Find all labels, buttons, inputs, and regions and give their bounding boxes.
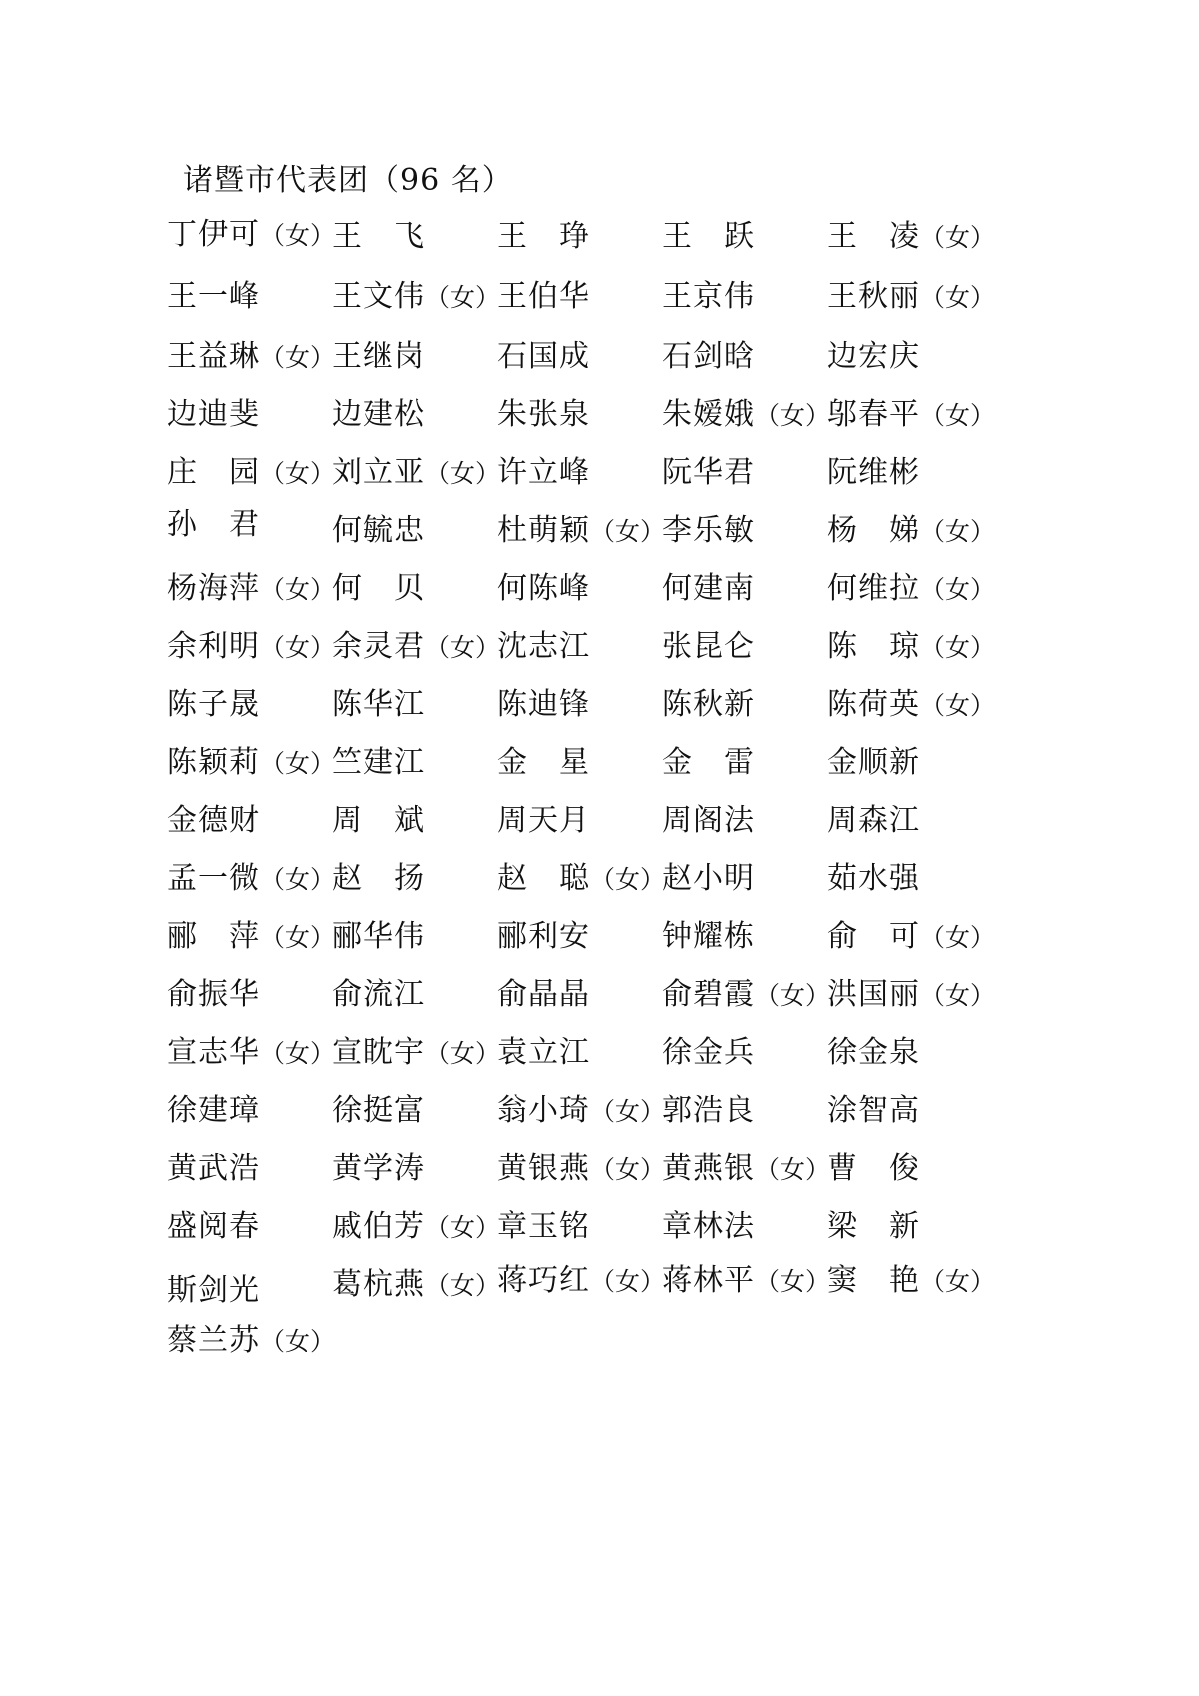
female-mark: （女） — [755, 1267, 831, 1296]
delegate-name — [497, 513, 666, 548]
delegate-name-text: 朱张泉 — [497, 397, 590, 432]
delegate-name-text: 王伯华 — [497, 279, 590, 314]
female-mark: （女） — [755, 1155, 831, 1184]
delegate-name-text: 余灵君 — [332, 629, 425, 664]
delegate-name — [497, 861, 666, 896]
delegate-name-text: 徐挺富 — [332, 1093, 425, 1128]
female-mark: （女） — [920, 575, 996, 604]
delegate-name-text: 陈荷英 — [827, 687, 920, 722]
delegate-name-text: 朱嫒娥 — [662, 397, 755, 432]
female-mark: （女） — [260, 221, 336, 250]
delegate-name — [167, 687, 260, 722]
female-mark: （女） — [425, 1213, 501, 1242]
delegate-name-text: 杨 娣 — [827, 513, 920, 548]
delegate-name — [497, 977, 590, 1012]
delegate-name — [827, 513, 996, 548]
delegate-name-text: 徐建璋 — [167, 1093, 260, 1128]
delegate-name — [827, 803, 920, 838]
delegate-name — [332, 219, 425, 254]
delegate-name — [827, 219, 996, 254]
delegate-name-text: 蒋林平 — [662, 1263, 755, 1298]
delegate-name — [332, 861, 425, 896]
delegate-name — [827, 861, 920, 896]
delegate-name — [827, 1035, 920, 1070]
delegate-name — [662, 1151, 831, 1186]
delegate-name-text: 赵小明 — [662, 861, 755, 896]
delegate-name — [662, 977, 831, 1012]
female-mark: （女） — [425, 1039, 501, 1068]
delegate-name — [662, 571, 755, 606]
delegate-name-text: 袁立江 — [497, 1035, 590, 1070]
female-mark: （女） — [590, 1155, 666, 1184]
female-mark: （女） — [260, 459, 336, 488]
delegate-name — [167, 1151, 260, 1186]
delegate-name — [827, 1093, 920, 1128]
female-mark: （女） — [260, 1039, 336, 1068]
delegate-name-text: 阮华君 — [662, 455, 755, 490]
delegate-name — [827, 455, 920, 490]
delegate-name — [662, 861, 755, 896]
delegate-name-text: 陈迪锋 — [497, 687, 590, 722]
delegate-name — [662, 455, 755, 490]
delegate-name-text: 俞碧霞 — [662, 977, 755, 1012]
delegate-name-text: 何陈峰 — [497, 571, 590, 606]
delegate-name — [497, 803, 590, 838]
delegate-name — [167, 977, 260, 1012]
delegate-name-text: 蔡兰苏 — [167, 1323, 260, 1358]
delegate-name — [167, 919, 336, 954]
delegate-name-text: 刘立亚 — [332, 455, 425, 490]
delegate-name — [662, 687, 755, 722]
delegate-name-text: 王京伟 — [662, 279, 755, 314]
delegate-name-text: 金德财 — [167, 803, 260, 838]
delegate-name — [167, 629, 336, 664]
delegate-name — [827, 571, 996, 606]
delegate-name-text: 俞 可 — [827, 919, 920, 954]
female-mark: （女） — [260, 575, 336, 604]
delegate-name — [167, 1209, 260, 1244]
delegate-name — [497, 919, 590, 954]
delegate-name-text: 郦华伟 — [332, 919, 425, 954]
delegate-name — [497, 219, 590, 254]
delegate-name-text: 黄燕银 — [662, 1151, 755, 1186]
delegate-name — [167, 1273, 260, 1308]
delegate-name-text: 金 雷 — [662, 745, 755, 780]
delegate-name-text: 王 凌 — [827, 219, 920, 254]
delegate-name — [497, 1035, 590, 1070]
delegate-name-text: 邬春平 — [827, 397, 920, 432]
female-mark: （女） — [590, 865, 666, 894]
delegate-name-text: 陈华江 — [332, 687, 425, 722]
female-mark: （女） — [590, 517, 666, 546]
delegate-name-text: 陈 琼 — [827, 629, 920, 664]
delegate-name — [662, 397, 831, 432]
delegate-name — [662, 745, 755, 780]
delegate-name — [332, 629, 501, 664]
delegate-name — [167, 1035, 336, 1070]
delegate-name — [332, 279, 501, 314]
delegate-name-text: 赵 扬 — [332, 861, 425, 896]
delegate-name — [497, 1263, 666, 1298]
delegate-name-text: 许立峰 — [497, 455, 590, 490]
delegate-name-text: 梁 新 — [827, 1209, 920, 1244]
delegate-name-text: 余利明 — [167, 629, 260, 664]
delegate-name-text: 赵 聪 — [497, 861, 590, 896]
delegate-name-text: 郦 萍 — [167, 919, 260, 954]
delegate-name-text: 窦 艳 — [827, 1263, 920, 1298]
delegate-name — [332, 803, 425, 838]
delegate-name-text: 黄学涛 — [332, 1151, 425, 1186]
delegate-name — [332, 397, 425, 432]
delegate-name-text: 边宏庆 — [827, 339, 920, 374]
delegate-name-text: 金 星 — [497, 745, 590, 780]
delegate-name-text: 王 飞 — [332, 219, 425, 254]
female-mark: （女） — [260, 923, 336, 952]
delegate-name — [332, 339, 425, 374]
delegate-name — [497, 745, 590, 780]
delegate-name-text: 杜萌颖 — [497, 513, 590, 548]
delegate-name — [167, 803, 260, 838]
delegate-name — [662, 1035, 755, 1070]
delegate-name — [167, 397, 260, 432]
delegate-name — [332, 1267, 501, 1302]
delegate-name-text: 边建松 — [332, 397, 425, 432]
female-mark: （女） — [920, 283, 996, 312]
female-mark: （女） — [920, 923, 996, 952]
delegate-name-text: 何 贝 — [332, 571, 425, 606]
delegate-name-text: 金顺新 — [827, 745, 920, 780]
delegate-name-text: 徐金泉 — [827, 1035, 920, 1070]
female-mark: （女） — [920, 223, 996, 252]
delegate-name — [332, 455, 501, 490]
delegate-name-text: 俞晶晶 — [497, 977, 590, 1012]
delegate-name-text: 竺建江 — [332, 745, 425, 780]
delegate-name — [497, 1093, 666, 1128]
delegate-name — [167, 339, 336, 374]
delegate-name-text: 张昆仑 — [662, 629, 755, 664]
female-mark: （女） — [260, 865, 336, 894]
delegate-name-text: 钟耀栋 — [662, 919, 755, 954]
delegate-name-text: 陈秋新 — [662, 687, 755, 722]
delegate-name-text: 王 跃 — [662, 219, 755, 254]
delegate-name — [497, 397, 590, 432]
delegate-name-text: 俞流江 — [332, 977, 425, 1012]
delegate-name-text: 孙 君 — [167, 507, 260, 542]
delegate-name-text: 茹水强 — [827, 861, 920, 896]
female-mark: （女） — [425, 283, 501, 312]
delegate-name-text: 周 斌 — [332, 803, 425, 838]
delegate-name — [332, 745, 425, 780]
delegate-name-text: 陈颖莉 — [167, 745, 260, 780]
delegate-name-text: 王 琤 — [497, 219, 590, 254]
delegate-name — [827, 1151, 920, 1186]
delegate-name — [662, 1209, 755, 1244]
delegate-name — [332, 919, 425, 954]
delegate-name — [332, 1093, 425, 1128]
delegate-name — [332, 1151, 425, 1186]
delegate-name — [497, 571, 590, 606]
delegate-name-text: 孟一微 — [167, 861, 260, 896]
delegate-name-text: 俞振华 — [167, 977, 260, 1012]
delegate-name-text: 章玉铭 — [497, 1209, 590, 1244]
delegate-name-text: 阮维彬 — [827, 455, 920, 490]
delegate-name-text: 盛阅春 — [167, 1209, 260, 1244]
delegate-name-text: 王文伟 — [332, 279, 425, 314]
delegate-name-text: 黄武浩 — [167, 1151, 260, 1186]
delegate-name-text: 何维拉 — [827, 571, 920, 606]
delegate-name — [827, 919, 996, 954]
delegate-name-text: 宣眈宇 — [332, 1035, 425, 1070]
delegate-name — [827, 687, 996, 722]
delegate-name — [497, 1209, 590, 1244]
delegate-name-text: 丁伊可 — [167, 217, 260, 252]
delegate-name — [827, 339, 920, 374]
delegate-name — [827, 1209, 920, 1244]
delegate-name-text: 王继岗 — [332, 339, 425, 374]
delegate-name-text: 何建南 — [662, 571, 755, 606]
delegate-name — [167, 1323, 336, 1358]
delegate-name-text: 陈子晟 — [167, 687, 260, 722]
female-mark: （女） — [920, 1267, 996, 1296]
female-mark: （女） — [920, 401, 996, 430]
female-mark: （女） — [920, 691, 996, 720]
delegate-name — [497, 455, 590, 490]
delegate-name — [827, 397, 996, 432]
delegate-name-text: 涂智高 — [827, 1093, 920, 1128]
delegate-name-text: 王益琳 — [167, 339, 260, 374]
delegate-name-text: 李乐敏 — [662, 513, 755, 548]
delegate-name-text: 黄银燕 — [497, 1151, 590, 1186]
delegate-name — [167, 745, 336, 780]
delegate-name-text: 戚伯芳 — [332, 1209, 425, 1244]
delegate-name-text: 章林法 — [662, 1209, 755, 1244]
delegate-name — [497, 687, 590, 722]
female-mark: （女） — [425, 1271, 501, 1300]
delegate-name-text: 葛杭燕 — [332, 1267, 425, 1302]
delegate-name — [662, 339, 755, 374]
female-mark: （女） — [755, 981, 831, 1010]
delegate-name — [332, 1035, 501, 1070]
delegate-name — [827, 629, 996, 664]
female-mark: （女） — [755, 401, 831, 430]
delegation-title: 诸暨市代表团（96 名） — [183, 163, 513, 198]
delegate-name — [827, 1263, 996, 1298]
delegate-name-text: 蒋巧红 — [497, 1263, 590, 1298]
delegate-name — [332, 513, 425, 548]
delegate-name-text: 翁小琦 — [497, 1093, 590, 1128]
delegate-name-text: 石剑晗 — [662, 339, 755, 374]
female-mark: （女） — [920, 981, 996, 1010]
delegate-name-text: 周森江 — [827, 803, 920, 838]
delegate-name — [167, 571, 336, 606]
delegate-name — [332, 687, 425, 722]
delegate-name — [497, 629, 590, 664]
delegate-name-text: 徐金兵 — [662, 1035, 755, 1070]
delegate-name — [827, 279, 996, 314]
delegate-name — [827, 977, 996, 1012]
delegate-name — [827, 745, 920, 780]
female-mark: （女） — [260, 343, 336, 372]
delegate-name-text: 郦利安 — [497, 919, 590, 954]
delegate-name — [167, 1093, 260, 1128]
delegate-name-text: 曹 俊 — [827, 1151, 920, 1186]
delegate-name — [662, 219, 755, 254]
delegate-name — [332, 977, 425, 1012]
delegate-name — [662, 629, 755, 664]
delegate-name-text: 周阁法 — [662, 803, 755, 838]
female-mark: （女） — [590, 1097, 666, 1126]
delegate-name-text: 斯剑光 — [167, 1273, 260, 1308]
delegate-name-text: 何毓忠 — [332, 513, 425, 548]
delegate-name — [497, 339, 590, 374]
female-mark: （女） — [590, 1267, 666, 1296]
delegate-name — [662, 919, 755, 954]
delegate-name — [167, 217, 336, 252]
delegate-name — [662, 1263, 831, 1298]
female-mark: （女） — [260, 633, 336, 662]
delegate-name-text: 沈志江 — [497, 629, 590, 664]
delegate-name-text: 边迪斐 — [167, 397, 260, 432]
delegate-name-text: 庄 园 — [167, 455, 260, 490]
delegate-name — [167, 507, 260, 542]
delegate-name — [662, 513, 755, 548]
delegate-name-text: 杨海萍 — [167, 571, 260, 606]
delegate-name-text: 周天月 — [497, 803, 590, 838]
delegate-name-text: 石国成 — [497, 339, 590, 374]
delegate-name — [662, 803, 755, 838]
female-mark: （女） — [425, 459, 501, 488]
delegate-name — [332, 1209, 501, 1244]
female-mark: （女） — [260, 749, 336, 778]
delegate-name — [167, 455, 336, 490]
delegate-name — [332, 571, 425, 606]
delegate-name-text: 洪国丽 — [827, 977, 920, 1012]
female-mark: （女） — [425, 633, 501, 662]
delegate-name — [167, 861, 336, 896]
female-mark: （女） — [920, 517, 996, 546]
female-mark: （女） — [260, 1327, 336, 1356]
female-mark: （女） — [920, 633, 996, 662]
delegate-name — [497, 1151, 666, 1186]
delegate-name — [662, 1093, 755, 1128]
delegate-name — [662, 279, 755, 314]
delegate-name-text: 王一峰 — [167, 279, 260, 314]
delegate-name — [167, 279, 260, 314]
delegate-name — [497, 279, 590, 314]
delegate-name-text: 王秋丽 — [827, 279, 920, 314]
delegate-name-text: 宣志华 — [167, 1035, 260, 1070]
delegate-name-text: 郭浩良 — [662, 1093, 755, 1128]
